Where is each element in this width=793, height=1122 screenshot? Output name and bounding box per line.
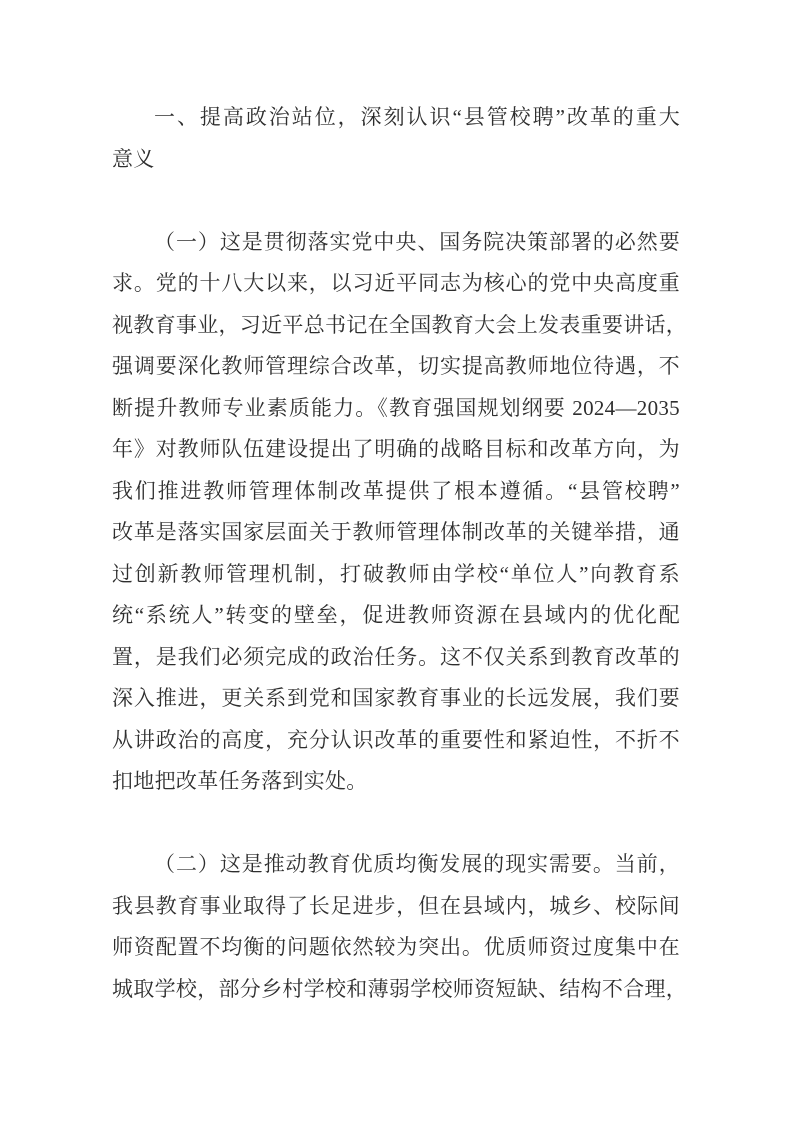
paragraph-1	[112, 222, 688, 803]
text-line: 城取学校，部分乡村学校和薄弱学校师资短缺、结构不合理，	[112, 976, 688, 1001]
text-line: 断提升教师专业素质能力。《教育强国规划纲要 2024—2035	[112, 395, 680, 420]
text-line: 我们推进教师管理体制改革提供了根本遵循。“县管校聘”	[112, 478, 680, 503]
text-line: 意义	[112, 146, 155, 171]
text-line: 年》对教师队伍建设提出了明确的战略目标和改革方向，为	[112, 437, 680, 461]
text-line: （一）这是贯彻落实党中央、国务院决策部署的必然要	[154, 229, 680, 254]
text-line: 师资配置不均衡的问题依然较为突出。优质师资过度集中在	[112, 935, 680, 959]
text-line: 视教育事业，习近平总书记在全国教育大会上发表重要讲话，	[112, 312, 688, 337]
text-line: 求。党的十八大以来，以习近平同志为核心的党中央高度重	[112, 271, 680, 295]
text-line: 改革是落实国家层面关于教师管理体制改革的关键举措，通	[112, 520, 680, 544]
text-line: （二）这是推动教育优质均衡发展的现实需要。当前，	[154, 852, 680, 876]
text-line: 扣地把改革任务落到实处。	[112, 769, 368, 793]
paragraph-2	[112, 844, 688, 1010]
text-line: 过创新教师管理机制，打破教师由学校“单位人”向教育系	[112, 561, 680, 586]
text-line: 从讲政治的高度，充分认识改革的重要性和紧迫性，不折不	[112, 727, 680, 752]
text-line: 深入推进，更关系到党和国家教育事业的长远发展，我们要	[112, 686, 680, 710]
text-line: 我县教育事业取得了长足进步，但在县域内，城乡、校际间	[112, 893, 680, 918]
text-line: 一、提高政治站位，深刻认识“县管校聘”改革的重大	[154, 105, 680, 129]
text-line: 统“系统人”转变的壁垒，促进教师资源在县域内的优化配	[112, 603, 680, 627]
text-line: 强调要深化教师管理综合改革，切实提高教师地位待遇，不	[112, 354, 680, 378]
section-heading	[112, 97, 680, 180]
text-line: 置，是我们必须完成的政治任务。这不仅关系到教育改革的	[112, 644, 680, 669]
